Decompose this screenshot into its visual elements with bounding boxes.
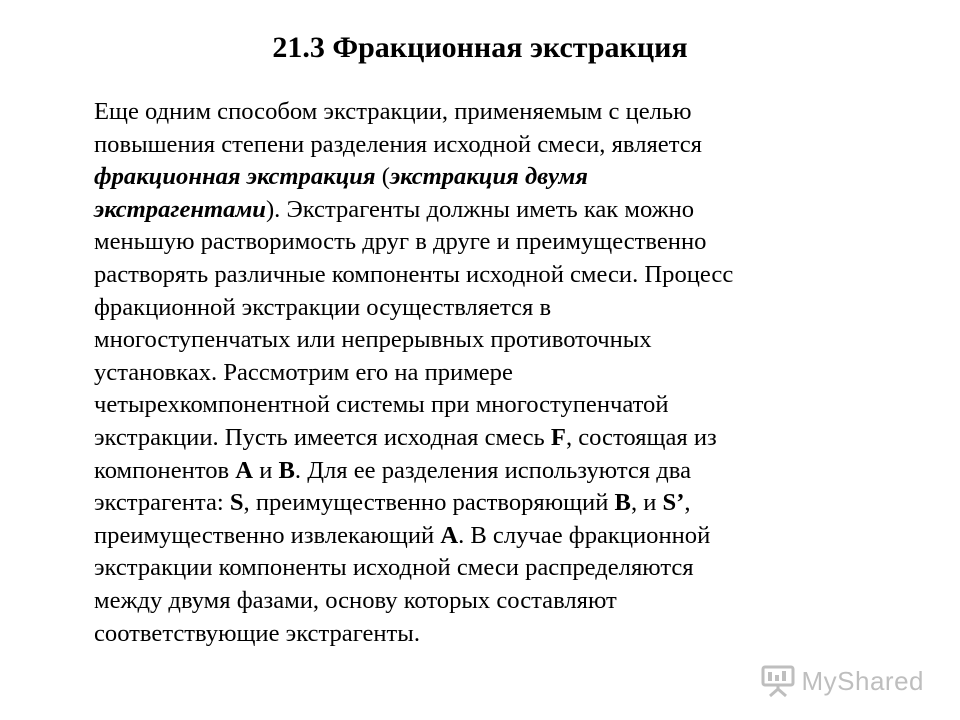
text-line [94, 585, 894, 618]
text-run: растворять различные компоненты исходной смеси. Процесс [94, 260, 734, 288]
text-line [94, 552, 894, 585]
text-run: меньшую растворимость друг в друге и преимущественно [94, 228, 707, 256]
text-line [94, 422, 894, 455]
text-run: ). Экстрагенты должны иметь как можно [265, 195, 695, 223]
emphasized-term: экстрагентами [94, 195, 266, 223]
text-line [94, 357, 894, 390]
text-run: и [253, 456, 279, 484]
component-symbol: S [229, 489, 244, 517]
text-run: установках. Рассмотрим его на примере [94, 358, 513, 386]
text-line [94, 455, 894, 488]
text-run: экстрагента: [94, 489, 230, 517]
component-symbol: S’ [662, 489, 685, 517]
component-symbol: B [614, 489, 631, 517]
component-symbol: A [440, 521, 459, 549]
text-run: . Для ее разделения используются два [294, 456, 691, 484]
text-line [94, 259, 894, 292]
text-run: между двумя фазами, основу которых составляют [94, 586, 617, 614]
slide-body-text [94, 96, 894, 650]
text-run: , состоящая из [565, 423, 717, 451]
watermark-text: MyShared [801, 665, 924, 696]
text-line [94, 389, 894, 422]
text-run: повышения степени разделения исходной смеси, является [94, 130, 702, 158]
text-run: , и [630, 489, 663, 517]
emphasized-term: фракционная экстракция [94, 163, 376, 191]
text-run: четырехкомпонентной системы при многоступенчатой [94, 391, 669, 419]
text-line [94, 129, 894, 162]
slide-title: 21.3 Фракционная экстракция [272, 31, 688, 64]
text-line [94, 96, 894, 129]
text-line [94, 194, 894, 227]
text-run: соответствующие экстрагенты. [94, 619, 420, 647]
watermark [760, 664, 925, 698]
text-line [94, 292, 894, 325]
text-run: фракционной экстракции осуществляется в [94, 293, 552, 321]
text-line [94, 324, 894, 357]
text-run: преимущественно извлекающий [94, 521, 441, 549]
text-run: многоступенчатых или непрерывных противоточных [94, 326, 652, 354]
text-run: экстракции компоненты исходной смеси распределяются [94, 554, 694, 582]
text-line [94, 226, 894, 259]
text-run: , преимущественно растворяющий [243, 489, 615, 517]
component-symbol: B [278, 456, 295, 484]
text-run: . В случае фракционной [458, 521, 711, 549]
emphasized-term: экстракция двумя [389, 163, 588, 191]
text-run: ( [375, 163, 390, 191]
projector-screen-icon [760, 664, 796, 698]
text-line [94, 520, 894, 553]
text-run: , [684, 489, 691, 517]
text-run: компонентов [94, 456, 236, 484]
component-symbol: F [550, 423, 566, 451]
text-line [94, 618, 894, 651]
text-line [94, 161, 894, 194]
text-line [94, 487, 894, 520]
component-symbol: A [235, 456, 254, 484]
text-run: Еще одним способом экстракции, применяемым с целью [94, 98, 692, 125]
text-run: экстракции. Пусть имеется исходная смесь [94, 423, 551, 451]
